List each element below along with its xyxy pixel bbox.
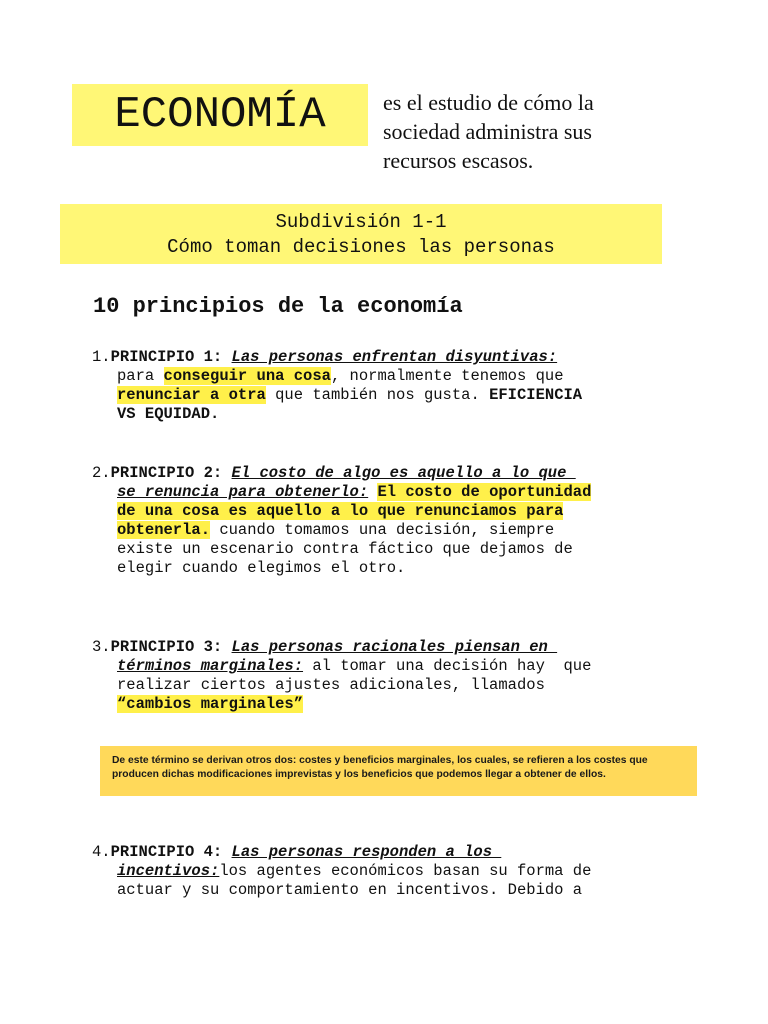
subdivision-banner bbox=[60, 204, 662, 264]
note-callout bbox=[100, 746, 697, 796]
principle-label: PRINCIPIO 4: bbox=[110, 843, 223, 861]
subdivision-number: Subdivisión 1-1 bbox=[275, 211, 447, 233]
page-title: ECONOMÍA bbox=[114, 90, 326, 140]
bold-text: VS EQUIDAD. bbox=[117, 405, 220, 423]
note-line: producen dichas modificaciones imprevistas y los beneficios que podemos llegar a obtener de ellos. bbox=[112, 769, 606, 780]
principle-title: El costo de algo es aquello a lo que bbox=[231, 464, 576, 482]
principle-4 bbox=[92, 843, 692, 900]
principle-title: incentivos: bbox=[117, 862, 220, 880]
definition-text bbox=[383, 88, 683, 175]
principle-number: 2. bbox=[92, 464, 111, 482]
highlighted-text: de una cosa es aquello a lo que renunciamos para bbox=[117, 502, 564, 520]
body-text: existe un escenario contra fáctico que dejamos de bbox=[117, 540, 573, 558]
body-text: al tomar una decisión hay que bbox=[303, 657, 592, 675]
section-heading: 10 principios de la economía bbox=[93, 294, 463, 319]
body-text: los agentes económicos basan su forma de bbox=[219, 862, 592, 880]
principle-title: se renuncia para obtenerlo: bbox=[117, 483, 369, 501]
body-text: actuar y su comportamiento en incentivos. Debido a bbox=[117, 881, 583, 899]
principle-number: 4. bbox=[92, 843, 111, 861]
principle-1 bbox=[92, 348, 692, 424]
bold-text: EFICIENCIA bbox=[489, 386, 583, 404]
body-text: realizar ciertos ajustes adicionales, llamados bbox=[117, 676, 545, 694]
title-box bbox=[72, 84, 368, 146]
highlighted-text: obtenerla. bbox=[117, 521, 211, 539]
principle-3 bbox=[92, 638, 692, 714]
subdivision-title: Cómo toman decisiones las personas bbox=[167, 236, 555, 258]
note-line: De este término se derivan otros dos: costes y beneficios marginales, los cuales, se refieren a los costes que bbox=[112, 755, 648, 766]
highlighted-text: El costo de oportunidad bbox=[377, 483, 592, 501]
principle-number: 3. bbox=[92, 638, 111, 656]
definition-line: recursos escasos. bbox=[383, 148, 534, 173]
principle-title: Las personas responden a los bbox=[231, 843, 502, 861]
body-text: cuando tomamos una decisión, siempre bbox=[210, 521, 555, 539]
principle-title: Las personas racionales piensan en bbox=[231, 638, 558, 656]
principle-number: 1. bbox=[92, 348, 111, 366]
definition-line: sociedad administra sus bbox=[383, 119, 592, 144]
principle-title: Las personas enfrentan disyuntivas: bbox=[231, 348, 558, 366]
body-text: , normalmente tenemos que bbox=[330, 367, 564, 385]
highlighted-text: “cambios marginales” bbox=[117, 695, 304, 713]
body-text: elegir cuando elegimos el otro. bbox=[117, 559, 406, 577]
principle-2 bbox=[92, 464, 692, 578]
principle-label: PRINCIPIO 1: bbox=[110, 348, 223, 366]
principle-label: PRINCIPIO 3: bbox=[110, 638, 223, 656]
highlighted-text: conseguir una cosa bbox=[163, 367, 331, 385]
body-text: que también nos gusta. bbox=[265, 386, 490, 404]
principle-label: PRINCIPIO 2: bbox=[110, 464, 223, 482]
highlighted-text: renunciar a otra bbox=[117, 386, 266, 404]
body-text: para bbox=[117, 367, 164, 385]
principle-title: términos marginales: bbox=[117, 657, 304, 675]
definition-line: es el estudio de cómo la bbox=[383, 90, 594, 115]
